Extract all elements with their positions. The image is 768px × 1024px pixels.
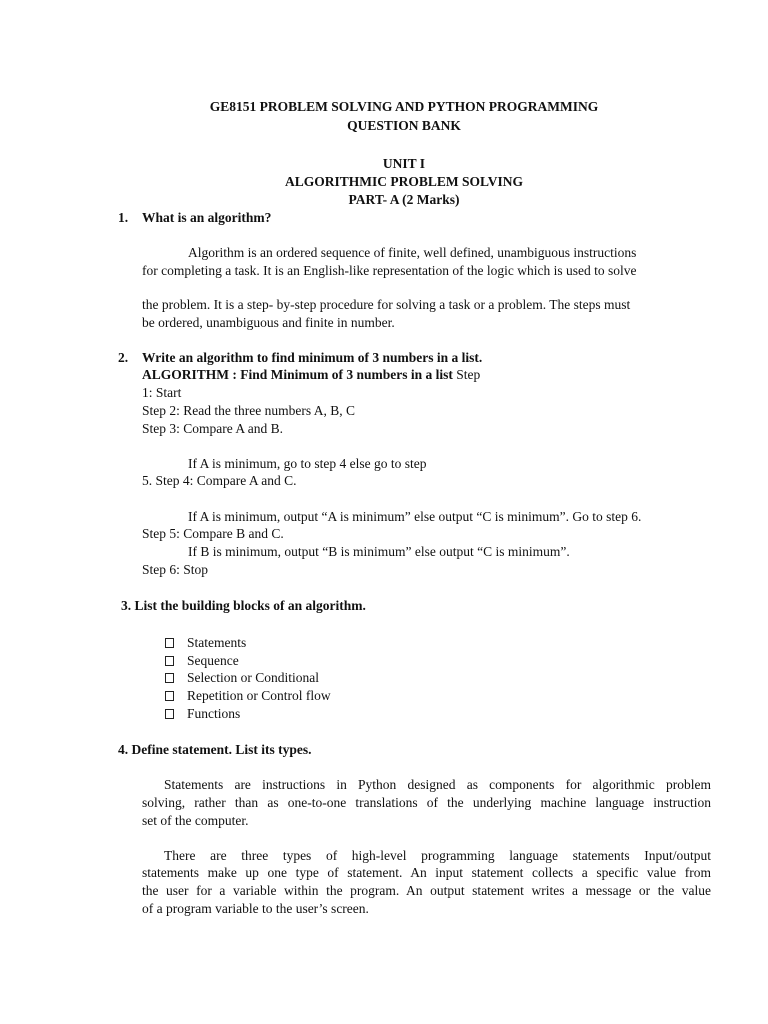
q3-list-item [165,705,240,723]
q3-item-label: Functions [187,706,241,721]
q1-line: be ordered, unambiguous and finite in number. [142,315,395,330]
part-label: PART- A (2 Marks) [348,192,460,207]
q3-item-label: Repetition or Control flow [187,688,331,703]
q3-list-item [165,669,319,687]
q2-line: If A is minimum, output “A is minimum” else output “C is minimum”. Go to step 6. [188,509,642,524]
q2-algorithm-heading: ALGORITHM : Find Minimum of 3 numbers in a list [142,367,453,382]
checkbox-bullet-icon [165,709,174,719]
q2-number: 2. [118,350,129,365]
q1-question: What is an algorithm? [142,210,272,225]
q2-question: Write an algorithm to find minimum of 3 numbers in a list. [142,350,483,365]
q3-list-item [165,634,246,652]
q2-line: Step 6: Stop [142,562,209,577]
q3-list-item [165,687,331,705]
q1-line: the problem. It is a step- by-step procedure for solving a task or a problem. The steps must [142,297,631,312]
q3-item-label: Statements [187,635,247,650]
q3-question: 3. List the building blocks of an algorithm. [121,598,366,613]
q2-line: Step 5: Compare B and C. [142,526,284,541]
q3-list-item [165,652,239,670]
q2-line: Step 3: Compare A and B. [142,421,283,436]
q4-para1-line: solving, rather than as one-to-one translations of the underlying machine language instruction [142,795,711,810]
q1-line: Algorithm is an ordered sequence of finite, well defined, unambiguous instructions [188,245,637,260]
q4-para2-line: the user for a variable within the program. An output statement writes a message or the value [142,883,711,898]
checkbox-bullet-icon [165,638,174,648]
q2-line: 5. Step 4: Compare A and C. [142,473,297,488]
unit-label: UNIT I [382,156,426,171]
q4-para1-line: Statements are instructions in Python designed as components for algorithmic problem [164,777,711,792]
q4-para2-line: statements make up one type of statement. An input statement collects a specific value from [142,865,711,880]
q4-para2-line: There are three types of high-level programming language statements Input/output [164,848,711,863]
q4-question: 4. Define statement. List its types. [118,742,312,757]
q2-line: Step 2: Read the three numbers A, B, C [142,403,355,418]
q2-algorithm-heading-tail: Step [456,367,481,382]
q2-line: If B is minimum, output “B is minimum” else output “C is minimum”. [188,544,570,559]
checkbox-bullet-icon [165,673,174,683]
q1-line: for completing a task. It is an English-like representation of the logic which is used to solve [142,263,637,278]
checkbox-bullet-icon [165,691,174,701]
document-title: GE8151 PROBLEM SOLVING AND PYTHON PROGRAMMING [209,99,599,114]
q2-line: 1: Start [142,385,182,400]
q3-item-label: Selection or Conditional [187,670,319,685]
q2-line: If A is minimum, go to step 4 else go to step [188,456,427,471]
q1-number: 1. [118,210,129,225]
q4-para1-line: set of the computer. [142,813,249,828]
q3-item-label: Sequence [187,653,239,668]
document-subtitle: QUESTION BANK [347,118,461,133]
checkbox-bullet-icon [165,656,174,666]
unit-title: ALGORITHMIC PROBLEM SOLVING [284,174,524,189]
q2-algorithm-heading-line [142,366,480,384]
q4-para2-line: of a program variable to the user’s screen. [142,901,369,916]
